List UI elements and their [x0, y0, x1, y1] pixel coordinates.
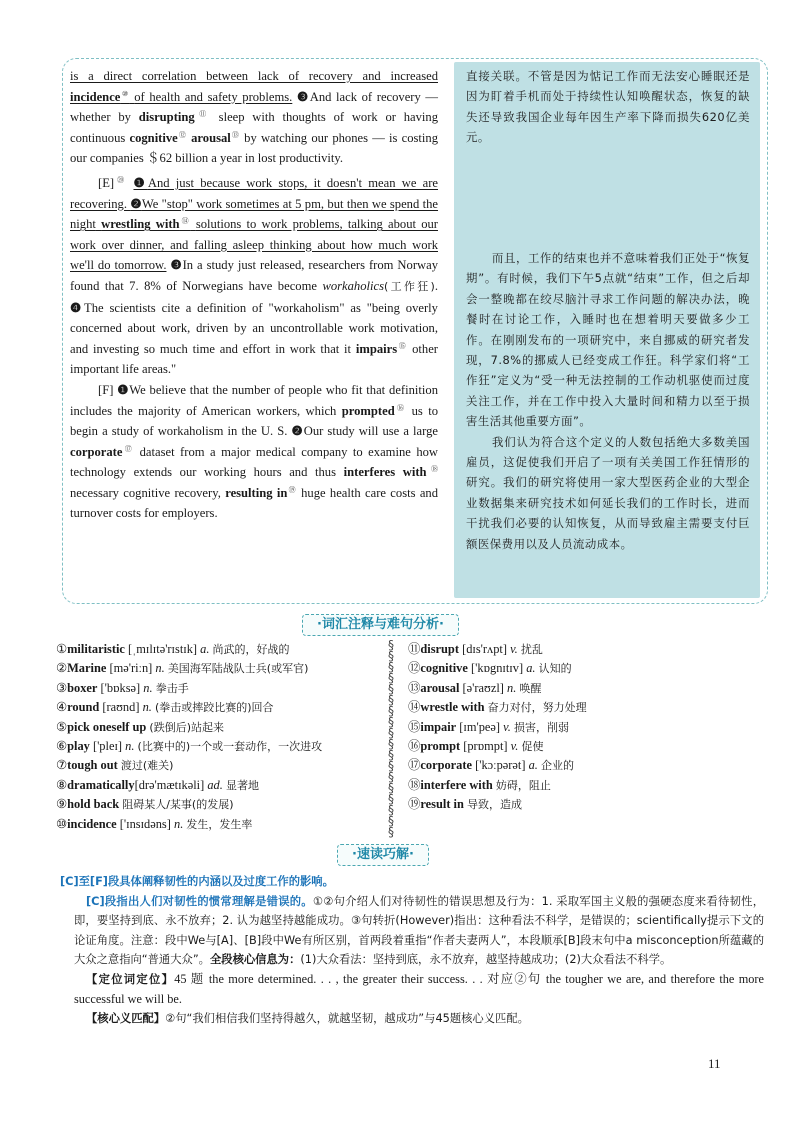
vocab-pos: v. — [503, 719, 511, 734]
vocab-word: round — [67, 700, 100, 715]
vocab-word: interfere with — [420, 777, 493, 792]
term: resulting in — [225, 485, 288, 500]
vocab-phonetic: [prɒmpt] — [463, 739, 508, 754]
vocab-item — [408, 776, 758, 795]
translation-text: 直接关联。不管是因为惦记工作而无法安心睡眠还是因为盯着手机而处于持续性认知唤醒状态，恢复的缺失还导致我国企业每年因生产率下降而损失620亿美元。 — [466, 69, 750, 145]
vocab-word: pick oneself up — [67, 719, 147, 734]
vocab-item — [56, 737, 376, 756]
english-passage — [70, 66, 438, 524]
vocab-word: militaristic — [67, 642, 125, 656]
vocab-num: ② — [56, 661, 68, 676]
vocab-num: ⑦ — [56, 758, 68, 773]
vocab-pos: n. — [125, 739, 135, 754]
term-gloss: (工作狂) — [384, 279, 435, 293]
vocab-item — [56, 640, 376, 659]
paragraph-f — [70, 380, 438, 524]
vocab-pos: n. — [507, 680, 517, 695]
vocab-item — [56, 795, 376, 814]
vocab-pos: n. — [143, 680, 153, 695]
paragraph-label: [E] — [98, 175, 115, 190]
text: We believe that the number of people who fit that definition includes the majority of American workers, which — [70, 382, 438, 418]
vocab-num: ⑰ — [408, 758, 421, 773]
vocab-num: ⑤ — [56, 719, 68, 734]
vocab-item — [56, 776, 376, 795]
vocab-pos: ad. — [207, 777, 223, 792]
analysis-text: ②句“我们相信我们坚持得越久，就越坚韧，越成功”与45题核心义匹配。 — [165, 1012, 529, 1026]
speed-reading-section-title: ·速读巧解· — [337, 844, 429, 866]
vocab-word: boxer — [67, 680, 98, 695]
vocab-word: wrestle with — [420, 700, 485, 715]
vocab-meaning: 导致，造成 — [467, 798, 522, 812]
text: And just because work stops, it doesn't mean we are recovering. — [70, 175, 439, 211]
vocab-item — [408, 679, 758, 698]
vocab-word: hold back — [67, 797, 120, 812]
paragraph-e: [E]⑳ ❶And just because work stops, it doesn't mean we are recovering. ❷We "stop" work sometimes at 5 pm, but then we spend the night wrestling with⑭ solutions to work problems, talking about our work over dinner, and falling asleep thinking about how much work we'll do tomorrow. ❸In a study just released, researchers from Norway found that 7. 8% of Norwegians have become workaholics(工作狂). ❹The scientists cite a definition of "workaholism" as "being overly concerned about work, driven by an uncontrollable work motivation, and investing so much time and effort in work that it impairs⑮ other important life areas." — [70, 175, 439, 377]
footnote-mark: ⑪ — [194, 110, 211, 118]
text: necessary cognitive recovery, — [70, 485, 221, 500]
text: of health and safety problems. — [134, 89, 293, 104]
vocab-phonetic: [raʊnd] — [102, 700, 140, 715]
vocab-pos: a. — [200, 642, 210, 656]
translation-block — [466, 66, 750, 148]
term: incidence — [70, 89, 121, 104]
chinese-translation-panel — [454, 62, 760, 598]
vocab-phonetic: ['kɔːpərət] — [475, 758, 526, 773]
vocab-item — [408, 659, 758, 678]
vocab-item — [56, 679, 376, 698]
footnote-mark: ⑫ — [177, 130, 187, 139]
vocab-phonetic: [ɪm'peə] — [459, 719, 501, 734]
vocab-item — [408, 756, 758, 775]
vocab-item — [408, 698, 758, 717]
vocab-meaning: 美国海军陆战队士兵(或军官) — [167, 662, 309, 676]
analysis-paragraph — [74, 970, 764, 1009]
vocab-meaning: 认知的 — [538, 662, 572, 676]
vocab-num: ⑮ — [408, 719, 421, 734]
translation-block — [466, 248, 750, 554]
vocab-word: impair — [420, 719, 457, 734]
footnote-mark: ⑭ — [179, 216, 191, 225]
analysis-heading: [C]至[F]段具体阐释韧性的内涵以及过度工作的影响。 — [60, 875, 334, 888]
footnote-mark: ⑬ — [230, 130, 240, 139]
vocab-meaning: 扰乱 — [520, 643, 543, 656]
text: huge health care costs and turnover costs for employers. — [70, 485, 439, 521]
analysis-label: 【核心义匹配】 — [86, 1012, 166, 1026]
vocab-section-title: ·词汇注释与难句分析· — [302, 614, 459, 636]
vocab-num: ⑩ — [56, 816, 68, 831]
spiral-divider: §§§§§§§§§§§§§§§§§§ — [388, 638, 394, 839]
text: In a study just released, researchers from Norway found that 7. 8% of Norwegians have become — [70, 258, 438, 293]
vocab-list-left — [56, 640, 376, 834]
vocab-meaning: 奋力对付，努力处理 — [487, 701, 587, 715]
term: arousal — [191, 130, 231, 145]
vocab-word: arousal — [420, 680, 460, 695]
vocab-meaning: 损害，削弱 — [513, 720, 569, 734]
text: We "stop" work sometimes at 5 pm, but then we spend the night — [70, 196, 439, 232]
text: Our study will use a large — [303, 424, 438, 439]
vocab-meaning: 尚武的，好战的 — [212, 643, 290, 656]
vocab-num: ⑫ — [408, 661, 421, 676]
vocab-pos: a. — [526, 661, 536, 676]
vocab-phonetic: ['pleɪ] — [92, 739, 123, 754]
vocab-num: ⑯ — [408, 739, 421, 754]
footnote-mark: ⑰ — [122, 444, 135, 453]
vocab-meaning: (比赛中的)一个或一套动作，一次进攻 — [137, 740, 323, 754]
term: cognitive — [129, 130, 178, 145]
paragraph-d-end — [70, 66, 438, 169]
vocab-phonetic: [mə'riːn] — [109, 661, 153, 676]
analysis-paragraph — [74, 1009, 764, 1029]
vocab-pos: n. — [174, 816, 184, 831]
footnote-mark: ⑯ — [394, 403, 407, 412]
vocab-item — [56, 718, 376, 737]
footnote-mark: ⑮ — [397, 341, 408, 350]
footnote-mark: ⑱ — [426, 465, 439, 474]
vocab-word: dramatically — [67, 777, 135, 792]
vocab-num: ⑲ — [408, 797, 421, 812]
sentence-number: ❸ — [170, 258, 183, 273]
vocab-phonetic: ['bɒksə] — [100, 680, 141, 695]
text: The scientists cite a definition of "workaholism" as "being overly concerned about work, driven by an uncontrollable work motivation, and investing so much time and effort in work that it — [70, 300, 438, 356]
vocab-phonetic: ['kɒgnɪtɪv] — [471, 661, 524, 676]
vocab-list-right — [408, 640, 758, 815]
vocab-phonetic: [dɪs'rʌpt] — [462, 642, 507, 656]
vocab-num: ⑥ — [56, 739, 68, 754]
vocab-item — [56, 698, 376, 717]
term: workaholics — [322, 278, 385, 293]
vocab-meaning: 促使 — [521, 740, 544, 754]
vocab-meaning: 显著地 — [225, 778, 259, 792]
vocab-item — [56, 756, 376, 775]
vocab-meaning: (拳击或摔跤比赛的)回合 — [154, 701, 274, 715]
text: by watching our phones — is costing our companies ＄62 billion a year in lost productivity. — [70, 130, 438, 166]
vocab-num: ⑧ — [56, 777, 68, 792]
vocab-num: ⑱ — [408, 777, 421, 792]
footnote-mark: ⑲ — [287, 485, 297, 494]
vocab-item — [408, 640, 758, 659]
analysis-heading: [C]段指出人们对韧性的惯常理解是错误的。 — [86, 894, 313, 908]
analysis-text: (1)大众看法：坚持到底，永不放弃，越坚持越成功；(2)大众看法不科学。 — [300, 953, 672, 967]
vocab-phonetic: [ə'raʊzl] — [462, 680, 504, 695]
vocab-item — [408, 795, 758, 814]
vocab-phonetic: [ˌmɪlɪtə'rɪstɪk] — [128, 642, 198, 656]
vocab-meaning: 阻碍某人/某事(的发展) — [122, 798, 234, 812]
sentence-number: ❶ — [133, 175, 148, 190]
analysis-paragraph — [74, 892, 764, 970]
vocab-word: result in — [420, 797, 464, 812]
speed-reading-analysis — [60, 872, 764, 1029]
text: other important life areas." — [70, 341, 438, 377]
vocab-meaning: 企业的 — [541, 759, 575, 773]
vocab-phonetic: ['ɪnsɪdəns] — [119, 816, 171, 831]
text: And lack of recovery — whether by — [70, 89, 439, 125]
term: interferes with — [343, 465, 427, 480]
vocab-pos: n. — [155, 661, 165, 676]
vocab-meaning: 发生，发生率 — [186, 817, 253, 831]
vocab-num: ⑪ — [408, 642, 421, 656]
vocab-meaning: 拳击手 — [155, 681, 189, 695]
text: dataset from a major medical company to examine how technology extends our working hours and thus — [70, 444, 439, 480]
vocab-word: tough out — [67, 758, 118, 773]
analysis-text: 45 题 the more determined. . . , the greater their success. . . 对应②句 the tougher we are, and therefore the more successful we will be. — [74, 971, 764, 1006]
sentence-number: ❶ — [117, 382, 130, 397]
term: disrupting — [138, 110, 195, 125]
sentence-number: ❹ — [70, 300, 85, 315]
sentence-number: ❷ — [130, 196, 142, 211]
vocab-item — [408, 718, 758, 737]
vocab-word: corporate — [420, 758, 472, 773]
analysis-label: 【定位词定位】 — [86, 972, 175, 986]
vocab-item — [408, 737, 758, 756]
vocab-item — [56, 815, 376, 834]
vocab-meaning: (跌倒后)站起来 — [149, 720, 224, 734]
vocab-pos: a. — [528, 758, 538, 773]
translation-text: 我们认为符合这个定义的人数包括绝大多数美国雇员，这促使我们开启了一项有关美国工作狂情形的研究。我们的研究将使用一家大型医药企业的大型企业数据集来研究技术如何延长我们的工作时长，进而干扰我们必要的认知恢复，从而导致雇主需要支付巨额医保费用以及人员流动成本。 — [466, 434, 750, 551]
vocab-meaning: 渡过(难关) — [120, 759, 174, 773]
text: us to begin a study of workaholism in the U. S. — [70, 403, 438, 439]
term: corporate — [70, 444, 123, 459]
vocab-pos: n. — [142, 700, 152, 715]
term: prompted — [341, 403, 395, 418]
vocab-num: ⑭ — [408, 700, 421, 715]
paragraph-label: [F] — [98, 382, 114, 397]
text: sleep with thoughts of work or having continuous — [70, 110, 438, 145]
text: solutions to work problems, talking about our work over dinner, and falling asleep thinking about how much work we'll do tomorrow. — [70, 217, 438, 273]
vocab-num: ⑬ — [408, 680, 421, 695]
vocab-word: play — [67, 739, 90, 754]
sentence-number: ❷ — [291, 424, 304, 439]
vocab-phonetic: [drə'mætɪkəli] — [134, 777, 205, 792]
vocab-word: prompt — [420, 739, 461, 754]
vocab-meaning: 妨碍，阻止 — [495, 778, 551, 792]
vocab-item — [56, 659, 376, 678]
vocab-word: cognitive — [420, 661, 468, 676]
analysis-line — [60, 872, 764, 892]
vocab-num: ③ — [56, 680, 68, 695]
vocab-meaning: 唤醒 — [519, 681, 542, 695]
vocab-word: disrupt — [420, 642, 459, 656]
vocab-num: ⑨ — [56, 797, 68, 812]
term: wrestling with — [101, 217, 180, 232]
text: is a direct correlation between lack of recovery and increased — [70, 69, 438, 83]
sentence-number: ❸ — [296, 89, 310, 104]
vocab-pos: v. — [510, 642, 518, 656]
footnote-mark: ⑩ — [120, 89, 130, 98]
vocab-num: ① — [56, 642, 68, 656]
vocab-pos: v. — [510, 739, 519, 754]
page-number: 11 — [708, 1056, 721, 1071]
term: impairs — [355, 341, 398, 356]
analysis-text: ①②句介绍人们对待韧性的错误思想及行为：1. 采取军国主义般的强硬态度来看待韧性，即，要坚持到底、永不放弃；2. 认为越坚持越能成功。③句转折(However)指出：这种看法不科学，是错误的；scientifically提示下文的论证角度。注意：段中We与[A]、[B]段中We有所区别，首两段着重指“作者夫妻两人”，本段顺承[B]段末句中a misconception所蕴藏的大众之意指向“普通大众”。 — [74, 894, 764, 967]
vocab-word: Marine — [67, 661, 107, 676]
vocab-num: ④ — [56, 700, 68, 715]
vocab-word: incidence — [67, 816, 117, 831]
translation-text: 而且，工作的结束也并不意味着我们正处于“恢复期”。有时候，我们下午5点就“结束”工作，但之后却会一整晚都在绞尽脑汁寻求工作问题的解决办法，晚餐时在讨论工作，入睡时也在想着明天要做多少工作。在刚刚发布的一项研究中，来自挪威的研究者发现，7.8%的挪威人已经变成工作狂。科学家们将“工作狂”定义为“受一种无法控制的工作动机驱使而过度关注工作，并在工作中投入大量时间和精力以至于损害生活其他重要方面”。 — [466, 251, 750, 429]
footnote-mark: ⑳ — [114, 175, 128, 184]
analysis-label: 全段核心信息为： — [209, 953, 301, 967]
